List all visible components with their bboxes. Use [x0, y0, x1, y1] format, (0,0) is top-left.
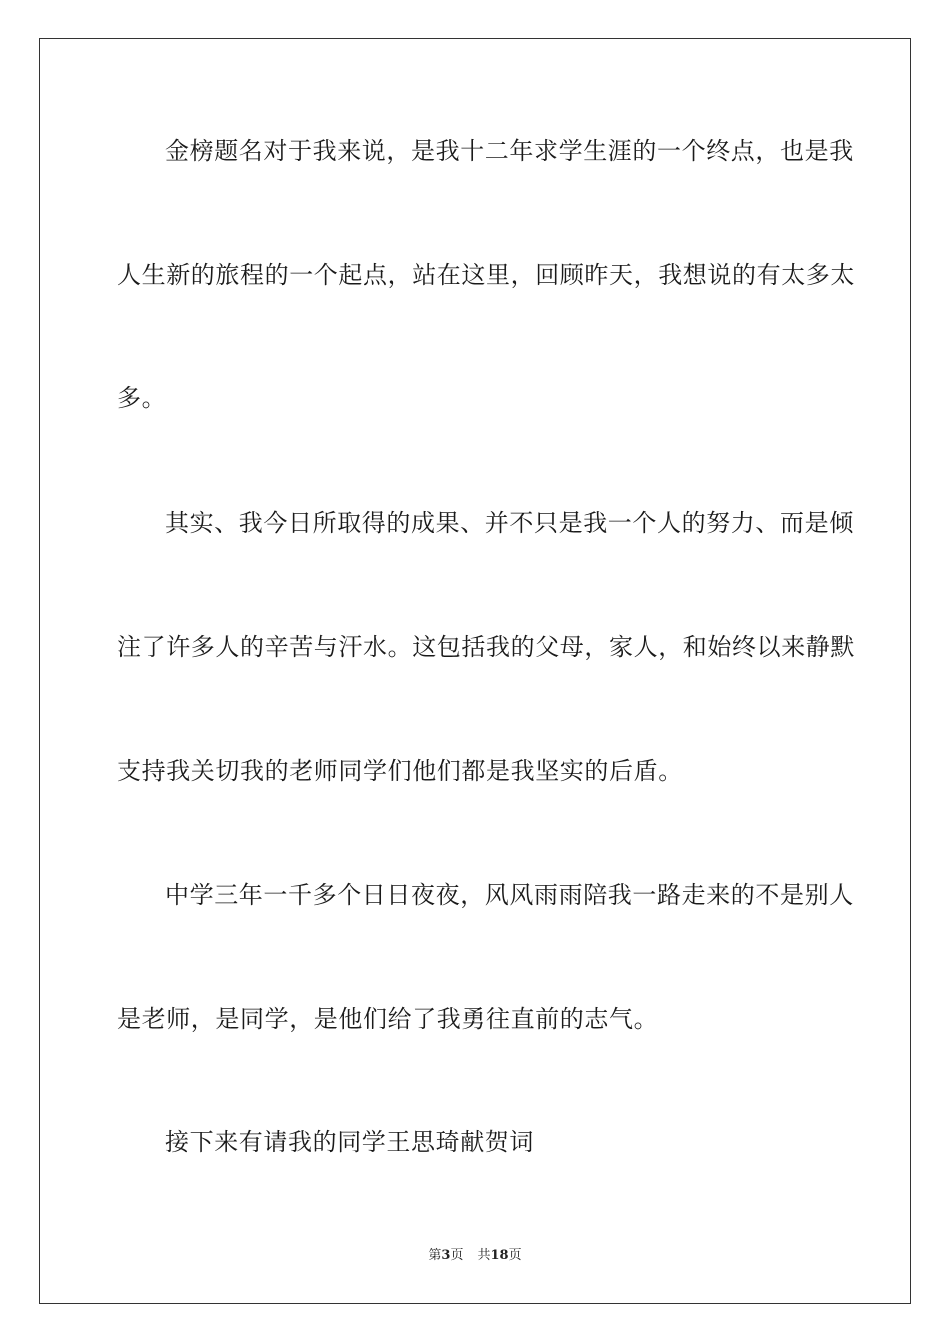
total-suffix: 页 — [508, 1248, 522, 1263]
page-footer — [0, 1247, 950, 1265]
paragraph-3-line-1: 中学三年一千多个日日夜夜，风风雨雨陪我一路走来的不是别人 — [165, 881, 854, 909]
total-prefix: 共 — [477, 1248, 491, 1263]
paragraph-3-line-2: 是老师，是同学，是他们给了我勇往直前的志气。 — [117, 1005, 659, 1033]
total-pages: 18 — [490, 1248, 509, 1263]
paragraph-1-line-2: 人生新的旅程的一个起点，站在这里，回顾昨天，我想说的有太多太 — [117, 261, 855, 289]
paragraph-2-line-3: 支持我关切我的老师同学们他们都是我坚实的后盾。 — [117, 757, 683, 785]
page-suffix: 页 — [450, 1248, 464, 1263]
page-border — [39, 38, 911, 1304]
page-number: 3 — [441, 1248, 451, 1263]
paragraph-2-line-1: 其实、我今日所取得的成果、并不只是我一个人的努力、而是倾 — [165, 509, 854, 537]
paragraph-1-line-3: 多。 — [117, 384, 167, 412]
paragraph-4-line-1: 接下来有请我的同学王思琦献贺词 — [165, 1128, 534, 1156]
paragraph-2-line-2: 注了许多人的辛苦与汗水。这包括我的父母，家人，和始终以来静默 — [117, 633, 855, 661]
page-prefix: 第 — [428, 1248, 442, 1263]
paragraph-1-line-1: 金榜题名对于我来说，是我十二年求学生涯的一个终点，也是我 — [165, 137, 854, 165]
